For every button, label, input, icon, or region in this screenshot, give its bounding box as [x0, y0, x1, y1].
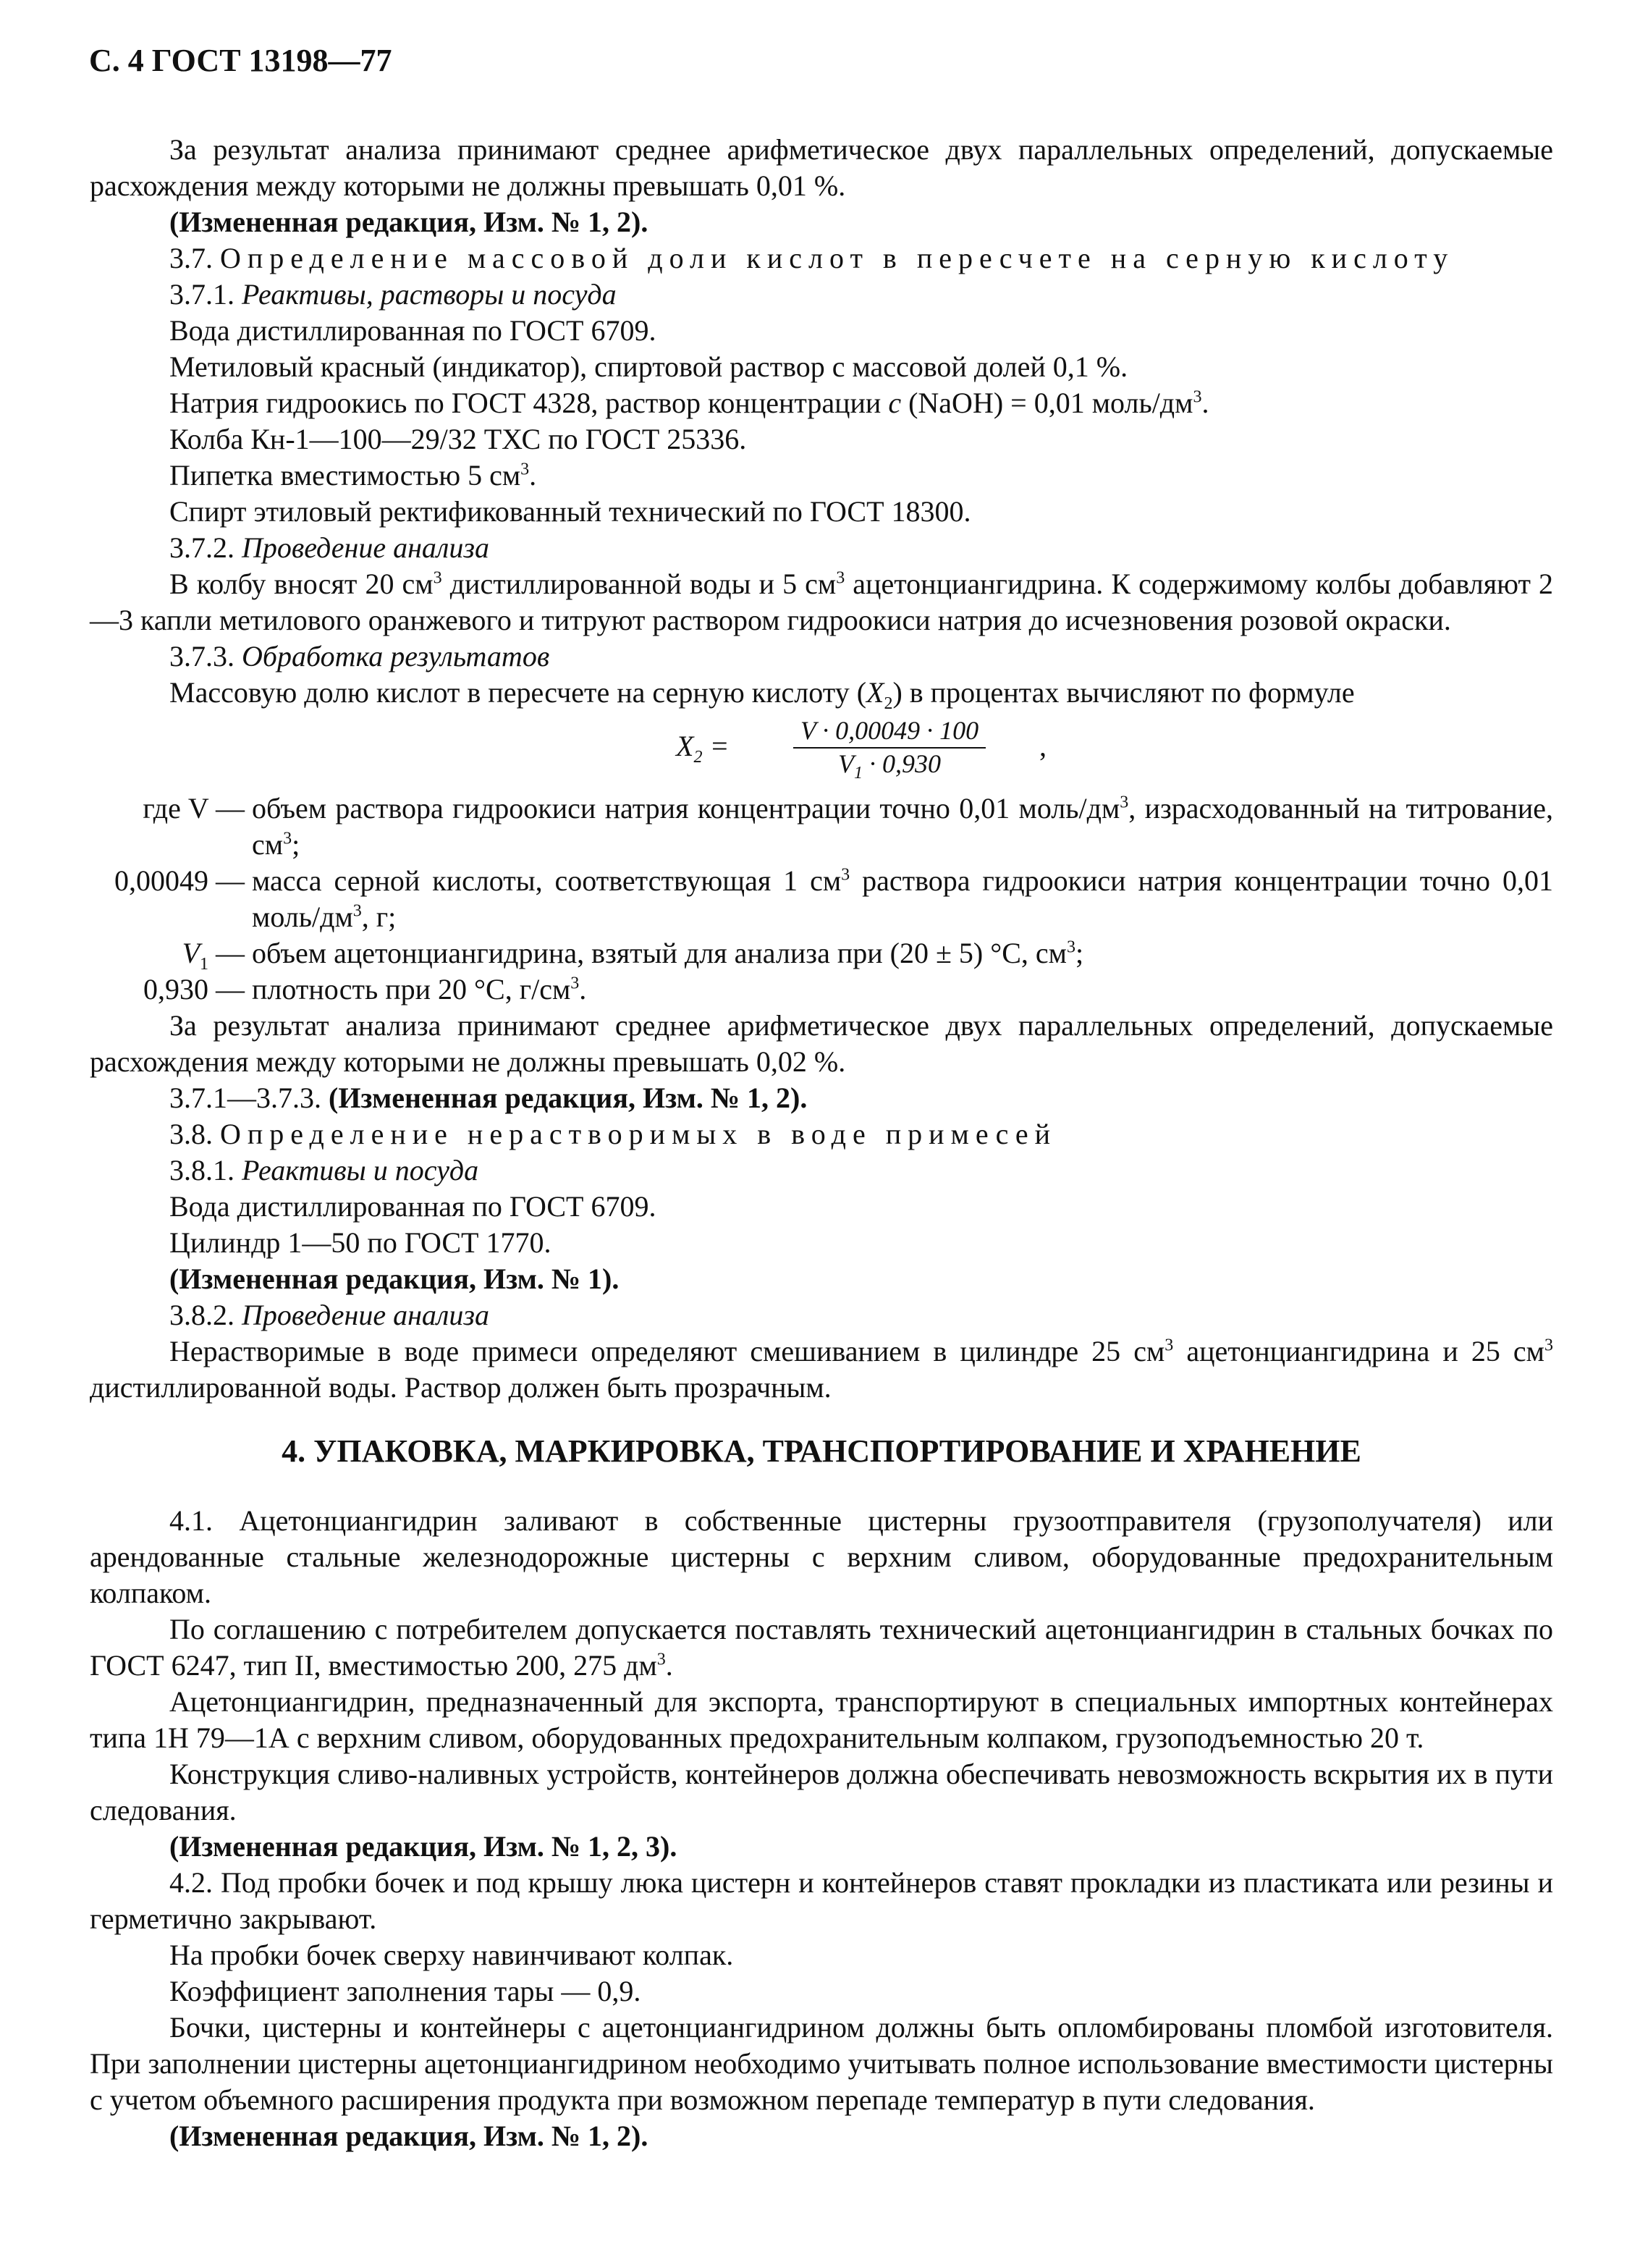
reagent-spirit: Спирт этиловый ректификованный технический по ГОСТ 18300. — [169, 495, 971, 528]
text-run: , г; — [361, 901, 397, 933]
superscript: 3 — [520, 460, 530, 479]
formula-legend — [90, 791, 1553, 1008]
clause-range: 3.7.1—3.7.3. — [169, 1082, 321, 1114]
section-title: Определение массовой доли кислот в пересчете на серную кислоту — [220, 242, 1455, 274]
formula-comma: , — [1039, 730, 1047, 762]
superscript: 3 — [433, 568, 442, 588]
legend-row-v1 — [90, 935, 1553, 974]
superscript: 3 — [1066, 937, 1075, 957]
reagent-cylinder: Цилиндр 1—50 по ГОСТ 1770. — [169, 1226, 551, 1259]
text-run: объем ацетонциангидрина, взятый для анализа при (20 ± 5) °С, см — [252, 937, 1067, 969]
text-run: · 0,930 — [863, 749, 941, 778]
text-run: дистиллированной воды и 5 см — [441, 568, 837, 600]
amendment-text: (Измененная редакция, Изм. № 1, 2). — [329, 1082, 808, 1114]
paragraph-result-2: За результат анализа принимают среднее арифметическое двух параллельных определений, допускаемые расхождения между которыми не должны превышать 0,02 %. — [90, 1009, 1553, 1078]
subsection-number: 3.7.3. — [169, 640, 234, 673]
superscript: 3 — [1120, 793, 1129, 812]
reagent-naoh — [90, 385, 1553, 421]
paragraph-4-1-design: Конструкция сливо-наливных устройств, контейнеров должна обеспечивать невозможность вскрытия их в пути следования. — [90, 1758, 1553, 1826]
paragraph-4-2-fill: Коэффициент заполнения тары — 0,9. — [169, 1975, 641, 2007]
section-number: 3.8. — [169, 1118, 213, 1150]
equals-sign: = — [702, 730, 730, 762]
superscript: 3 — [352, 901, 362, 921]
legend-row-density — [90, 971, 1553, 1008]
text-run: В колбу вносят 20 см — [169, 568, 434, 600]
superscript: 3 — [1165, 1336, 1174, 1355]
legend-row-mass — [90, 863, 1553, 935]
punct: . — [579, 973, 587, 1006]
text-run: объем раствора гидроокиси натрия концентрации точно 0,01 моль/дм — [252, 792, 1120, 825]
legend-description — [252, 791, 1553, 863]
amendment-note-5: (Измененная редакция, Изм. № 1, 2). — [169, 2120, 648, 2152]
text-run: Пипетка вместимостью 5 см — [169, 459, 521, 492]
paragraph-procedure-3-7-2 — [90, 566, 1553, 638]
subsection-3-7-1-heading — [90, 277, 1553, 313]
symbol-v: V — [182, 937, 200, 969]
text-run: Нерастворимые в воде примеси определяют смешиванием в цилиндре 25 см — [169, 1335, 1165, 1367]
paragraph-4-2: 4.2. Под пробки бочек и под крышу люка цистерн и контейнеров ставят прокладки из пластиката или резины и герметично закрывают. — [90, 1866, 1553, 1935]
superscript: 3 — [1544, 1336, 1553, 1355]
amendment-note-3: (Измененная редакция, Изм. № 1). — [169, 1262, 620, 1295]
subsection-number: 3.8.2. — [169, 1299, 234, 1331]
text-run: плотность при 20 °С, г/см — [252, 973, 571, 1006]
paragraph-4-1-export: Ацетонциангидрин, предназначенный для экспорта, транспортируют в специальных импортных контейнерах типа 1Н 79—1А с верхним сливом, оборудованных предохранительным колпаком, грузоподъемностью 20 т. — [90, 1685, 1553, 1754]
subsection-3-7-2-heading — [90, 530, 1553, 566]
subsection-3-8-2-heading — [90, 1297, 1553, 1333]
text-run: Натрия гидроокись по ГОСТ 4328, раствор концентрации — [169, 387, 882, 419]
superscript: 3 — [836, 568, 845, 588]
text-run: раствора гидроокиси натрия концентрации точно 0,01 моль/дм — [252, 864, 1553, 933]
formula-x2 — [90, 715, 1553, 783]
text-run: , израсходованный на титрование, см — [252, 792, 1554, 861]
legend-row-v — [90, 791, 1553, 863]
page-header: С. 4 ГОСТ 13198—77 — [89, 43, 392, 78]
formula-numerator: V · 0,00049 · 100 — [793, 715, 986, 749]
legend-description — [252, 863, 1553, 935]
reagent-flask: Колба Кн-1—100—29/32 ТХС по ГОСТ 25336. — [169, 423, 747, 455]
amendment-note-1: (Измененная редакция, Изм. № 1, 2). — [169, 206, 648, 238]
text-run: ) в процентах вычисляют по формуле — [892, 676, 1355, 709]
section-title: Определение нерастворимых в воде примесей — [220, 1118, 1057, 1150]
amendment-note-4: (Измененная редакция, Изм. № 1, 2, 3). — [169, 1830, 677, 1863]
amendment-note-2 — [90, 1080, 1553, 1116]
symbol-x: X — [676, 730, 694, 762]
punct: . — [529, 459, 537, 492]
subsection-title: Реактивы и посуда — [242, 1154, 479, 1186]
superscript: 3 — [841, 865, 850, 885]
paragraph-4-1-barrels — [90, 1611, 1553, 1684]
symbol-x: X — [866, 676, 884, 709]
dash: — — [208, 937, 245, 969]
superscript: 3 — [1193, 387, 1202, 407]
subscript: 1 — [854, 764, 863, 783]
subsection-3-7-3-heading — [90, 638, 1553, 675]
symbol-v: V — [838, 749, 854, 778]
section-number: 3.7. — [169, 242, 213, 274]
subsection-number: 3.7.1. — [169, 278, 234, 311]
legend-term: 0,930 — — [143, 973, 245, 1006]
subsection-title: Проведение анализа — [242, 1299, 489, 1331]
punct: ; — [292, 828, 300, 861]
subscript: 2 — [693, 748, 703, 767]
superscript: 3 — [283, 829, 292, 848]
text-run: (NaOH) = 0,01 моль/дм — [908, 387, 1193, 419]
punct: ; — [1075, 937, 1084, 969]
subsection-3-8-1-heading — [90, 1152, 1553, 1189]
paragraph-4-2-cap: На пробки бочек сверху навинчивают колпак. — [169, 1939, 734, 1971]
paragraph-4-1: 4.1. Ацетонциангидрин заливают в собственные цистерны грузоотправителя (грузополучателя) или арендованные стальные железнодорожные цистерны с верхним сливом, оборудованные предохранительным колпаком. — [90, 1504, 1553, 1609]
text-run: масса серной кислоты, соответствующая 1 см — [252, 864, 842, 897]
formula-lhs — [676, 728, 730, 767]
formula-fraction — [737, 715, 1041, 783]
superscript: 3 — [570, 974, 580, 993]
superscript: 3 — [656, 1650, 666, 1669]
subsection-number: 3.8.1. — [169, 1154, 234, 1186]
subsection-title: Реактивы, растворы и посуда — [242, 278, 617, 311]
formula-denominator — [737, 749, 1041, 783]
punct: . — [665, 1649, 673, 1682]
section-3-8-heading — [90, 1116, 1553, 1152]
subscript: 2 — [884, 694, 893, 713]
legend-term — [90, 935, 252, 974]
legend-description — [252, 971, 1553, 1008]
reagent-methyl-red: Метиловый красный (индикатор), спиртовой раствор с массовой долей 0,1 %. — [169, 350, 1128, 383]
subsection-title: Обработка результатов — [242, 640, 550, 673]
legend-description — [252, 935, 1553, 971]
punct: . — [1201, 387, 1209, 419]
section-4-title: 4. УПАКОВКА, МАРКИРОВКА, ТРАНСПОРТИРОВАНИЕ И ХРАНЕНИЕ — [282, 1433, 1361, 1469]
legend-term: 0,00049 — — [114, 864, 245, 897]
subsection-number: 3.7.2. — [169, 531, 234, 564]
text-run: Массовую долю кислот в пересчете на серную кислоту ( — [169, 676, 867, 709]
text-run: ацетонциангидрина. К содержимому колбы добавляют 2—3 капли метилового оранжевого и титруют раствором гидроокиси натрия до исчезновения розовой окраски. — [90, 568, 1554, 636]
paragraph-4-2-seal: Бочки, цистерны и контейнеры с ацетонциангидрином должны быть опломбированы пломбой изготовителя. При заполнении цистерны ацетонциангидрином необходимо учитывать полное использование вместимости цистерны с учетом объемного расширения продукта при возможном перепаде температур в пути следования. — [90, 2011, 1553, 2116]
reagent-pipette — [90, 458, 1553, 494]
reagent-water-2: Вода дистиллированная по ГОСТ 6709. — [169, 1190, 656, 1223]
symbol-c: c — [888, 387, 902, 419]
text-run: По соглашению с потребителем допускается поставлять технический ацетонциангидрин в стальных бочках по ГОСТ 6247, тип II, вместимостью 200, 275 дм — [90, 1613, 1553, 1682]
text-run: ацетонциангидрина и 25 см — [1173, 1335, 1544, 1367]
legend-term: где V — — [143, 792, 245, 825]
paragraph-calculation — [90, 675, 1553, 711]
text-run: дистиллированной воды. Раствор должен быть прозрачным. — [90, 1371, 832, 1404]
subsection-title: Проведение анализа — [242, 531, 489, 564]
section-3-7-heading — [90, 240, 1553, 277]
reagent-water: Вода дистиллированная по ГОСТ 6709. — [169, 314, 656, 347]
paragraph-procedure-3-8-2 — [90, 1333, 1553, 1406]
paragraph-result-1: За результат анализа принимают среднее арифметическое двух параллельных определений, допускаемые расхождения между которыми не должны превышать 0,01 %. — [90, 133, 1553, 202]
subscript: 1 — [200, 955, 208, 974]
